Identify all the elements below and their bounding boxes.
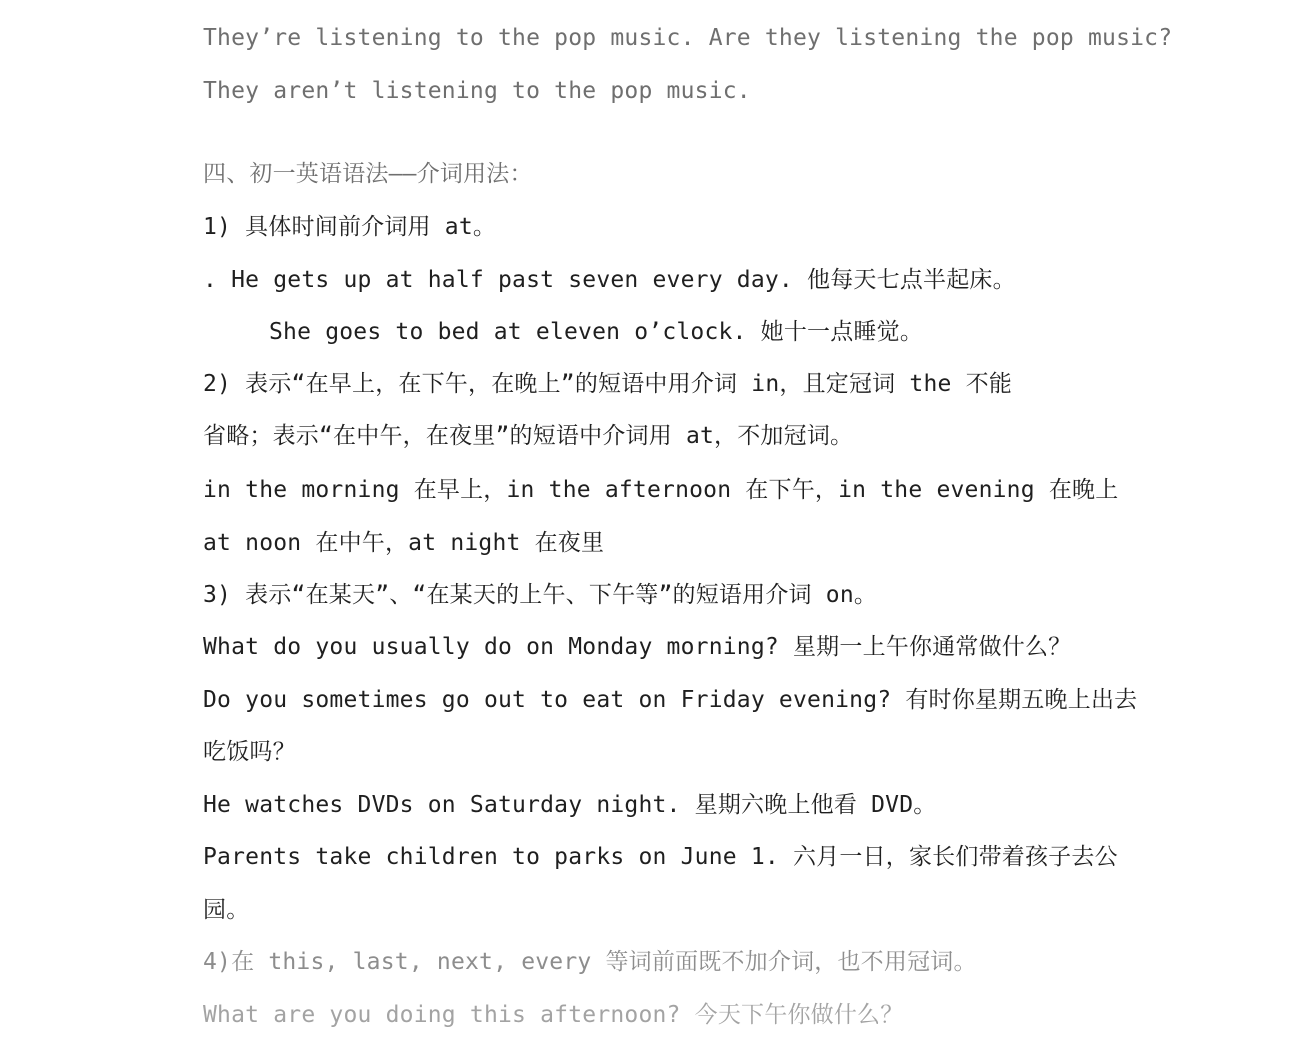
text-line-1: They’re listening to the pop music. Are they listening the pop music?	[203, 25, 1173, 51]
example-line-1: . He gets up at half past seven every day. 他每天七点半起床。	[203, 267, 1016, 293]
rule-3-heading: 3) 表示“在某天”、“在某天的上午、下午等”的短语用介词 on。	[203, 582, 878, 608]
example-line-6-continuation: 吃饭吗？	[203, 739, 296, 765]
example-line-4: at noon 在中午，at night 在夜里	[203, 530, 605, 556]
example-line-2: She goes to bed at eleven o’clock. 她十一点睡觉。	[269, 319, 924, 345]
example-line-8-continuation: 园。	[203, 897, 250, 923]
rule-4-heading: 4)在 this, last, next, every 等词前面既不加介词，也不用冠词。	[203, 949, 977, 975]
rule-1-heading: 1) 具体时间前介词用 at。	[203, 214, 497, 240]
rule-2-continuation: 省略；表示“在中午，在夜里”的短语中介词用 at，不加冠词。	[203, 423, 854, 449]
example-line-5: What do you usually do on Monday morning? 星期一上午你通常做什么？	[203, 634, 1072, 660]
section-heading: 四、初一英语语法——介词用法：	[203, 161, 533, 187]
rule-2-heading: 2) 表示“在早上，在下午，在晚上”的短语中用介词 in，且定冠词 the 不能	[203, 371, 1013, 397]
example-line-3: in the morning 在早上，in the afternoon 在下午，in the evening 在晚上	[203, 477, 1119, 503]
example-line-9: What are you doing this afternoon? 今天下午你做什么？	[203, 1002, 904, 1028]
example-line-6: Do you sometimes go out to eat on Friday evening? 有时你星期五晚上出去	[203, 687, 1138, 713]
example-line-8: Parents take children to parks on June 1. 六月一日，家长们带着孩子去公	[203, 844, 1118, 870]
example-line-7: He watches DVDs on Saturday night. 星期六晚上他看 DVD。	[203, 792, 937, 818]
text-line-2: They aren’t listening to the pop music.	[203, 78, 751, 104]
